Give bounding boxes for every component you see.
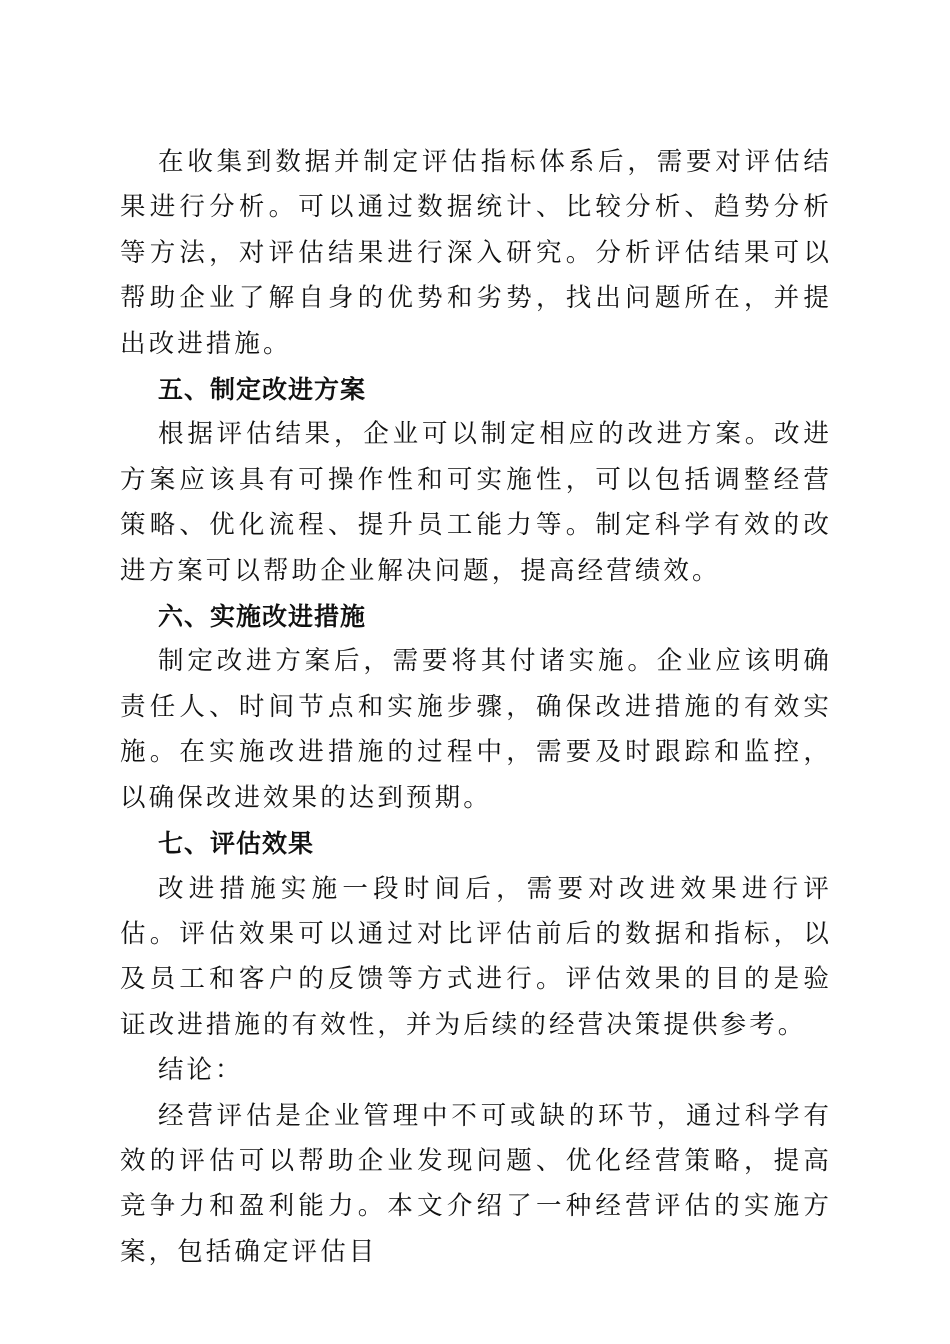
heading-section-seven: 七、评估效果 — [158, 829, 315, 859]
paragraph-implementation: 制定改进方案后，需要将其付诸实施。企业应该明确责任人、时间节点和实施步骤，确保改进措施的有效实施。在实施改进措施的过程中，需要及时跟踪和监控，以确保改进效果的达到预期。 — [120, 646, 832, 813]
conclusion-label: 结论： — [158, 1055, 244, 1086]
heading-section-five: 五、制定改进方案 — [158, 375, 367, 405]
paragraph-improvement-plan: 根据评估结果，企业可以制定相应的改进方案。改进方案应该具有可操作性和可实施性，可以包括调整经营策略、优化流程、提升员工能力等。制定科学有效的改进方案可以帮助企业解决问题，提高经营绩效。 — [120, 419, 832, 586]
heading-section-six: 六、实施改进措施 — [158, 602, 367, 632]
paragraph-conclusion: 经营评估是企业管理中不可或缺的环节，通过科学有效的评估可以帮助企业发现问题、优化经营策略，提高竞争力和盈利能力。本文介绍了一种经营评估的实施方案，包括确定评估目 — [120, 1100, 832, 1267]
paragraph-effect-evaluation: 改进措施实施一段时间后，需要对改进效果进行评估。评估效果可以通过对比评估前后的数据和指标，以及员工和客户的反馈等方式进行。评估效果的目的是验证改进措施的有效性，并为后续的经营决策提供参考。 — [120, 873, 832, 1040]
paragraph-result-analysis: 在收集到数据并制定评估指标体系后，需要对评估结果进行分析。可以通过数据统计、比较分析、趋势分析等方法，对评估结果进行深入研究。分析评估结果可以帮助企业了解自身的优势和劣势，找出问题所在，并提出改进措施。 — [120, 147, 832, 359]
document-page — [120, 140, 832, 1275]
